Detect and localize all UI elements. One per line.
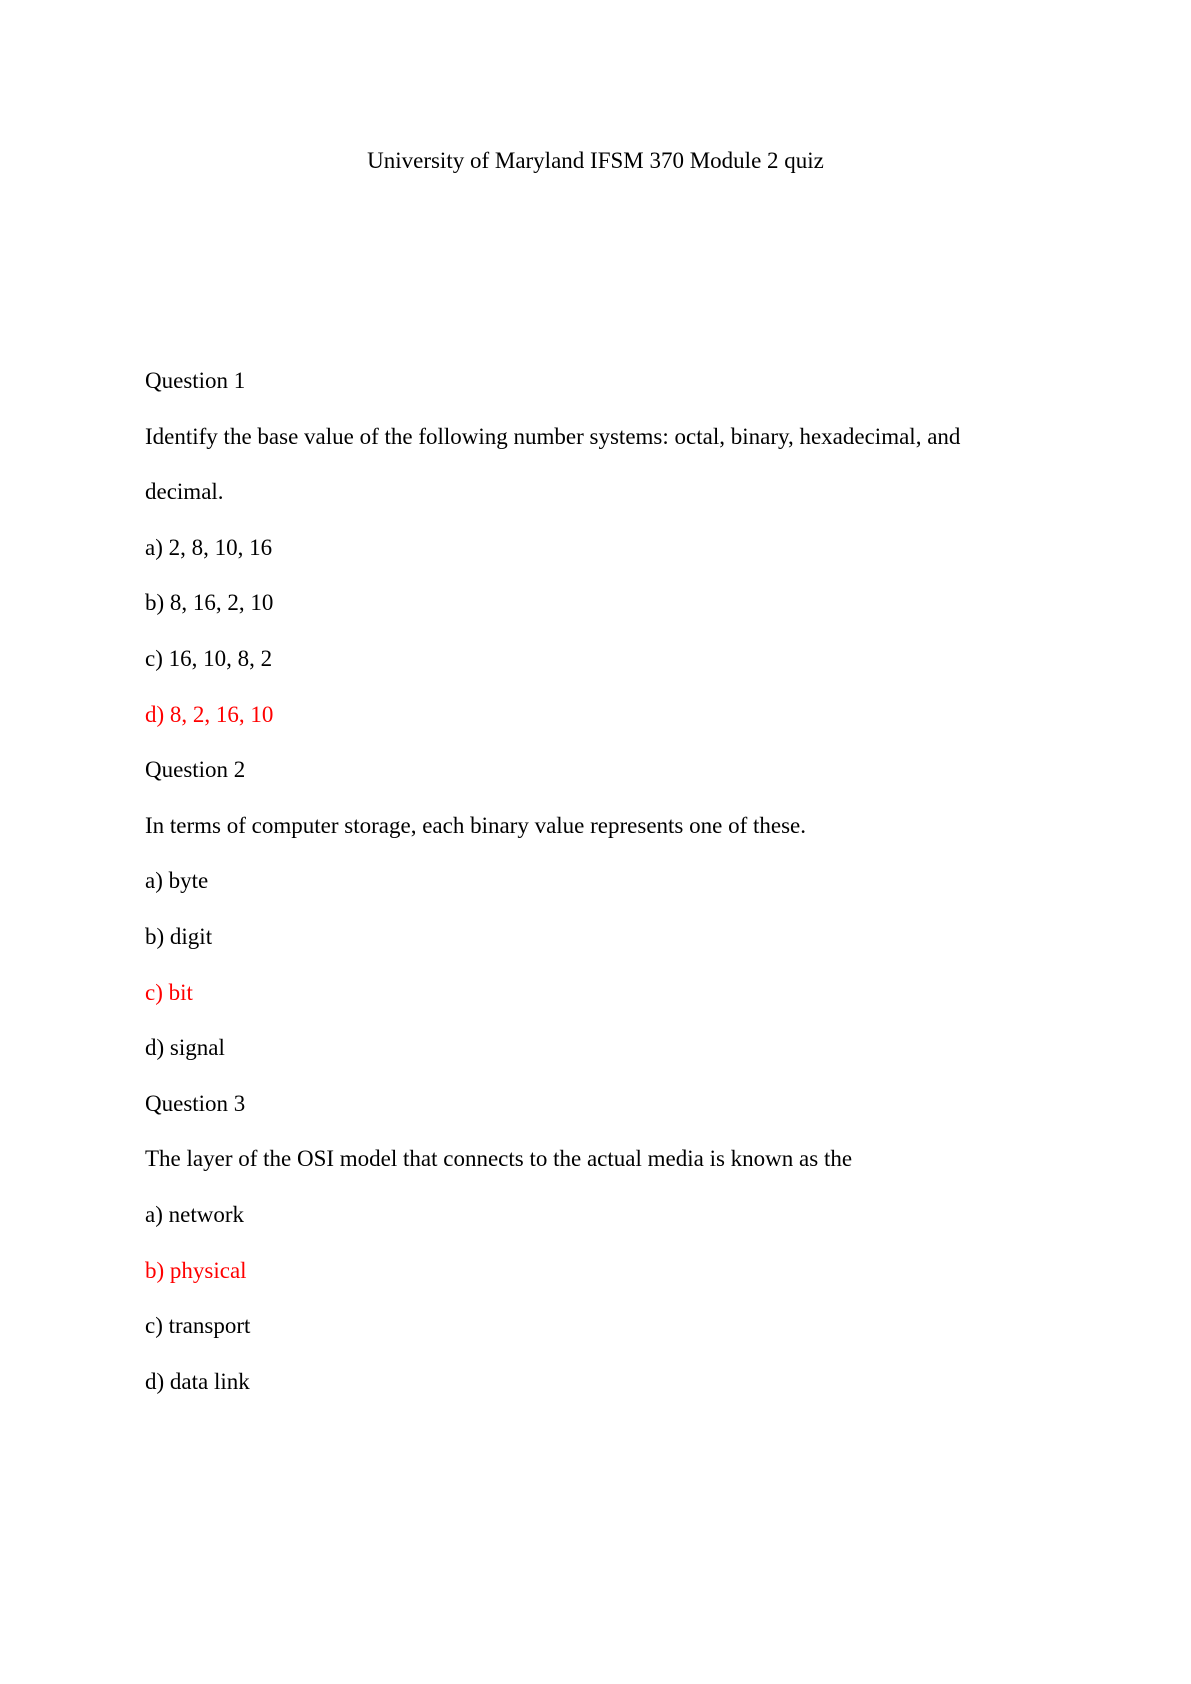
question-2-option-a: a) byte [145, 868, 209, 894]
question-1-prompt-line-1: Identify the base value of the following number systems: octal, binary, hexadecimal, and [145, 423, 961, 449]
document-title: University of Maryland IFSM 370 Module 2 quiz [367, 148, 824, 173]
question-3-option-b-correct: b) physical [145, 1257, 247, 1283]
question-1-option-a: a) 2, 8, 10, 16 [145, 534, 273, 560]
quiz-content [145, 366, 1045, 1422]
question-1-option-b: b) 8, 16, 2, 10 [145, 590, 274, 616]
question-2-prompt-line-1: In terms of computer storage, each binary value represents one of these. [145, 812, 806, 838]
question-2-heading: Question 2 [145, 757, 246, 783]
question-1-heading: Question 1 [145, 368, 246, 393]
question-3-option-a: a) network [145, 1201, 244, 1227]
question-3-prompt-line-1: The layer of the OSI model that connects to the actual media is known as the [145, 1146, 853, 1172]
question-3-option-c: c) transport [145, 1313, 251, 1339]
question-1-prompt-line-2: decimal. [145, 479, 224, 505]
question-2-option-d: d) signal [145, 1035, 225, 1061]
question-3-option-d: d) data link [145, 1368, 250, 1394]
question-2-option-c-correct: c) bit [145, 979, 193, 1005]
question-1-option-c: c) 16, 10, 8, 2 [145, 645, 273, 671]
question-2-option-b: b) digit [145, 923, 213, 949]
question-1-option-d-correct: d) 8, 2, 16, 10 [145, 701, 274, 727]
question-3-heading: Question 3 [145, 1090, 246, 1116]
